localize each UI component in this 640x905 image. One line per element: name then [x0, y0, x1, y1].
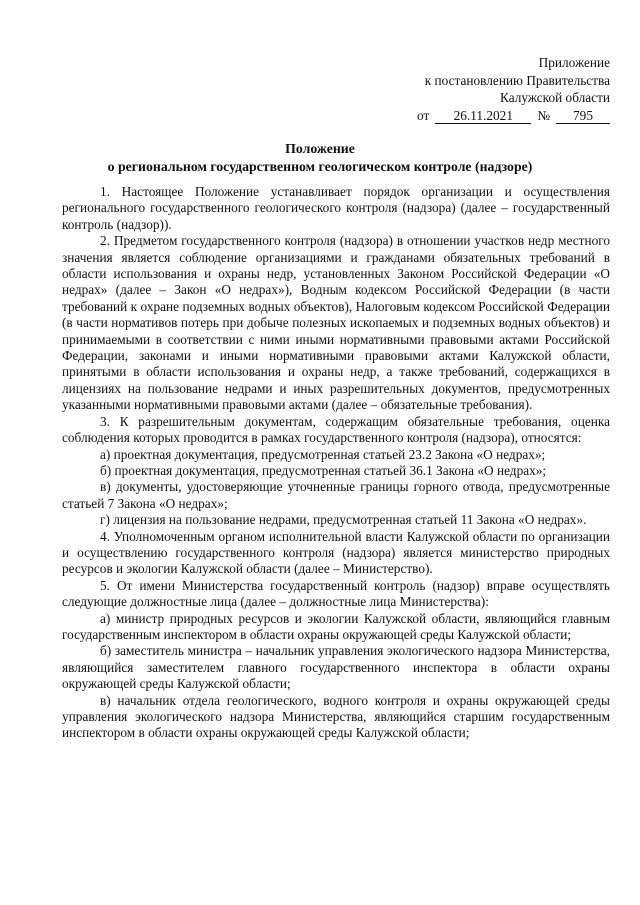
- list-item-3v: в) документы, удостоверяющие уточненные границы горного отвода, предусмотренные статьей 7 Закона «О недрах»;: [62, 479, 610, 511]
- order-date-number: [350, 107, 610, 125]
- paragraph-1: 1. Настоящее Положение устанавливает порядок организации и осуществления регионального государственного геологического контроля (надзора) (далее – государственный контроль (надзор)).: [62, 184, 610, 232]
- appendix-label: Приложение: [538, 55, 610, 70]
- order-date: 26.11.2021: [435, 108, 531, 124]
- document-title: [0, 140, 640, 176]
- appendix-header: [350, 54, 610, 124]
- resolution-reference: к постановлению Правительства: [424, 72, 610, 88]
- title-line-2: о региональном государственном геологическом контроле (надзоре): [107, 159, 533, 174]
- list-item-5b: б) заместитель министра – начальник управления экологического надзора Министерства, являющийся заместителем главного государственного инспектора в области охраны окружающей среды Калужской области;: [62, 643, 610, 692]
- list-item-3g: г) лицензия на пользование недрами, предусмотренная статьей 11 Закона «О недрах».: [100, 512, 587, 528]
- list-item-5v: в) начальник отдела геологического, водного контроля и охраны окружающей среды управления экологического надзора Министерства, являющийся старшим государственным инспектором в области охраны окружающей среды Калужской области;: [62, 692, 610, 741]
- list-item-5a: а) министр природных ресурсов и экологии Калужской области, являющийся главным государственным инспектором в области охраны окружающей среды Калужской области;: [62, 610, 610, 642]
- paragraph-4: 4. Уполномоченным органом исполнительной власти Калужской области по организации и осуществлению государственного контроля (надзора) является министерство природных ресурсов и экологии Калужской области (далее – Министерство).: [62, 528, 610, 577]
- paragraph-3: 3. К разрешительным документам, содержащим обязательные требования, оценка соблюдения которых проводится в рамках государственного контроля (надзора), относятся:: [62, 413, 610, 446]
- list-item-3b: б) проектная документация, предусмотренная статьей 36.1 Закона «О недрах»;: [100, 462, 547, 478]
- from-label: от: [417, 107, 430, 123]
- paragraph-2: 2. Предметом государственного контроля (надзора) в отношении участков недр местного значения является соблюдение организациями и гражданами обязательных требований в области использования и охраны недр, установленных Законом Российской Федерации «О недрах» (далее – Закон «О недрах»), Водным кодексом Российской Федерации (в части требований к охране подземных водных объектов), Налоговым кодексом Российской Федерации (в части нормативов потерь при добыче полезных ископаемых и подземных водных объектов) и принимаемыми в соответствии с ними иными нормативными правовыми актами Российской Федерации, законами и иными нормативными правовыми актами Калужской области, принятыми в области использования и охраны недр, а также требований, содержащихся в лицензиях на пользование недрами и иных разрешительных документов, предусмотренных указанными нормативными правовыми актами (далее – обязательные требования).: [62, 233, 610, 413]
- title-line-1: Положение: [285, 141, 355, 156]
- paragraph-5: 5. От имени Министерства государственный контроль (надзор) вправе осуществлять следующие должностные лица (далее – должностные лица Министерства):: [62, 577, 610, 610]
- order-number: 795: [556, 108, 610, 124]
- document-body: [62, 184, 610, 742]
- number-sign: №: [537, 107, 550, 123]
- region-name: Калужской области: [500, 90, 610, 105]
- list-item-3a: а) проектная документация, предусмотренная статьей 23.2 Закона «О недрах»;: [100, 446, 546, 462]
